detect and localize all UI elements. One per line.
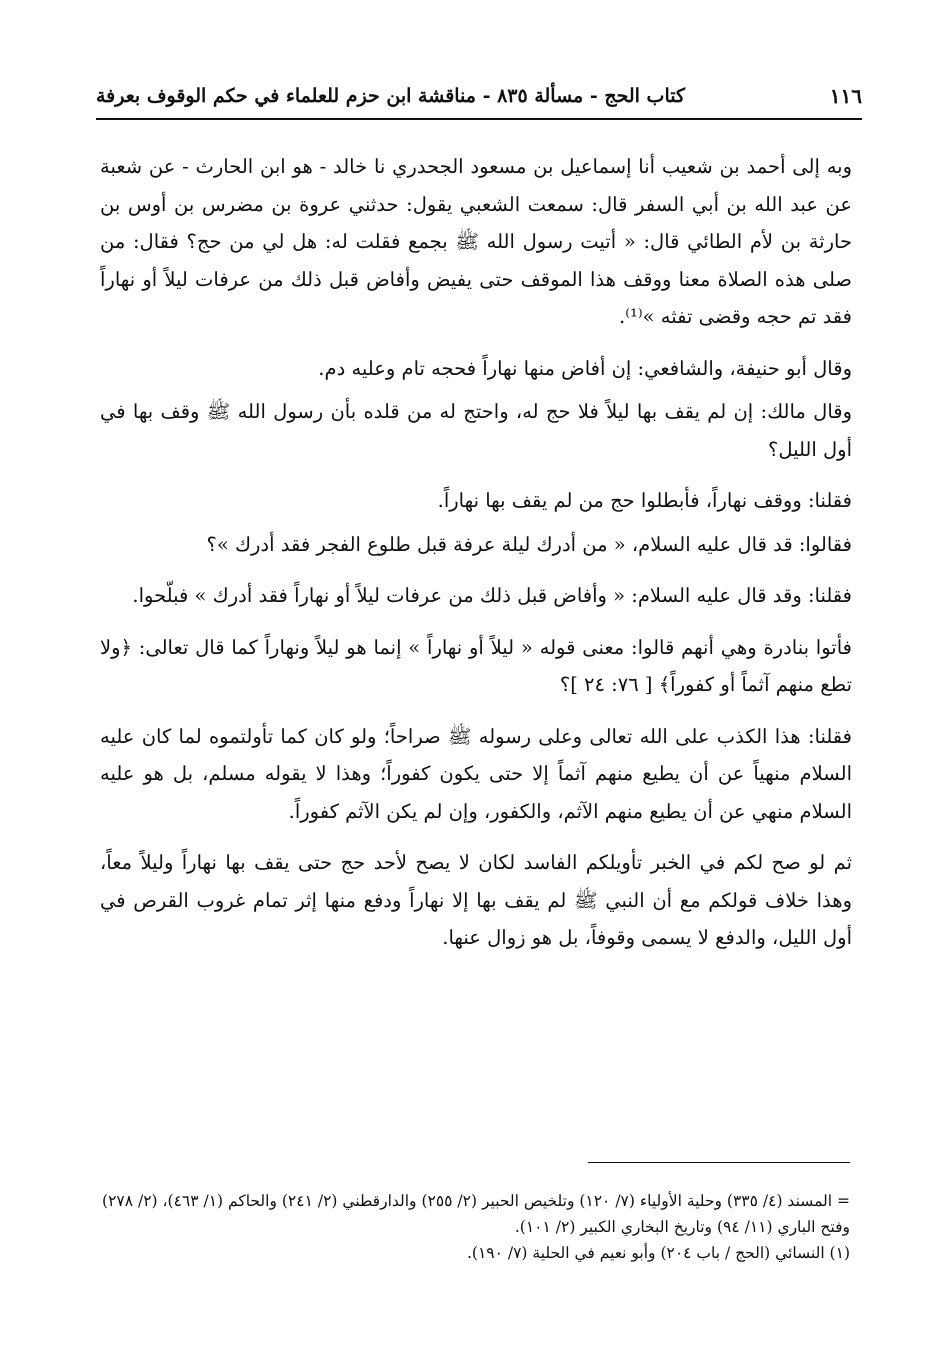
paragraph-reply-3: فقلنا: هذا الكذب على الله تعالى وعلى رسوله ﷺ صراحاً؛ ولو كان كما تأولتموه لما كان عليه السلام منهياً عن أن يطيع منهم آثماً إلا حتى يكون كفوراً؛ وهذا لا يقوله مسلم، بل هو عليه السلام منهي عن أن يطيع منهم الآثم، والكفور، وإن لم يكن الآثم كفوراً. [100,724,852,823]
paragraph-nadira: فأتوا بنادرة وهي أنهم قالوا: معنى قوله « ليلاً أو نهاراً » إنما هو ليلاً ونهاراً كما قال تعالى: ﴿ولا تطع منهم آثماً أو كفوراً﴾ [ ٧٦: ٢٤ ]؟ [100,635,852,696]
main-text [100,148,852,957]
paragraph-reply-1: فقلنا: ووقف نهاراً، فأبطلوا حج من لم يقف بها نهاراً. [437,489,852,512]
footnotes [102,1188,850,1266]
header-title: كتاب الحج - مسألة ٨٣٥ - مناقشة ابن حزم للعلماء في حكم الوقوف بعرفة [96,85,686,107]
paragraph-conclusion: ثم لو صح لكم في الخبر تأويلكم الفاسد لكان لا يصح لأحد حج حتى يقف بها نهاراً وليلاً معاً، وهذا خلاف قولكم مع أن النبي ﷺ لم يقف بها إلا نهاراً ودفع منها إثر تمام غروب القرص في أول الليل، والدفع لا يسمى وقوفاً، بل هو زوال عنها. [100,851,852,949]
footnote-1: (١) النسائي (الحج / باب ٢٠٤) وأبو نعيم في الحلية (٧/ ١٩٠). [466,1244,850,1262]
paragraph-abu-hanifa: وقال أبو حنيفة، والشافعي: إن أفاض منها نهاراً فحجه تام وعليه دم. [318,356,852,380]
paragraph-reply-2: فقلنا: وقد قال عليه السلام: « وأفاض قبل ذلك من عرفات ليلاً أو نهاراً فقد أدرك » فبلّحوا. [132,584,852,607]
paragraph-isnad: وبه إلى أحمد بن شعيب أنا إسماعيل بن مسعود الجحدري نا خالد - هو ابن الحارث - عن شعبة عن عبد الله بن أبي السفر قال: سمعت الشعبي يقول: حدثني عروة بن مضرس بن أوس بن حارثة بن لأم الطائي قال: « أتيت رسول الله ﷺ بجمع فقلت له: هل لي من حج؟ فقال: من صلى هذه الصلاة معنا ووقف هذا الموقف حتى يفيض وأفاض قبل ذلك من عرفات ليلاً أو نهاراً فقد تم حجه وقضى تفثه »⁽¹⁾. [100,155,852,328]
paragraph-malik: وقال مالك: إن لم يقف بها ليلاً فلا حج له، واحتج له من قلده بأن رسول الله ﷺ وقف بها في أول الليل؟ [100,400,853,461]
footnote-continuation: = المسند (٤/ ٣٣٥) وحلية الأولياء (٧/ ١٢٠) وتلخيص الحبير (٢/ ٢٥٥) والدارقطني (٢/ ٢٤١) والحاكم (١/ ٤٦٣)، (٢/ ٢٧٨) وفتح الباري (١١/ ٩٤) وتاريخ البخاري الكبير (٢/ ١٠١). [102,1192,850,1236]
footnote-divider [588,1162,850,1163]
running-header [96,74,862,120]
page-number: ١١٦ [829,84,862,108]
paragraph-objection: فقالوا: قد قال عليه السلام، « من أدرك ليلة عرفة قبل طلوع الفجر فقد أدرك »؟ [206,532,852,556]
